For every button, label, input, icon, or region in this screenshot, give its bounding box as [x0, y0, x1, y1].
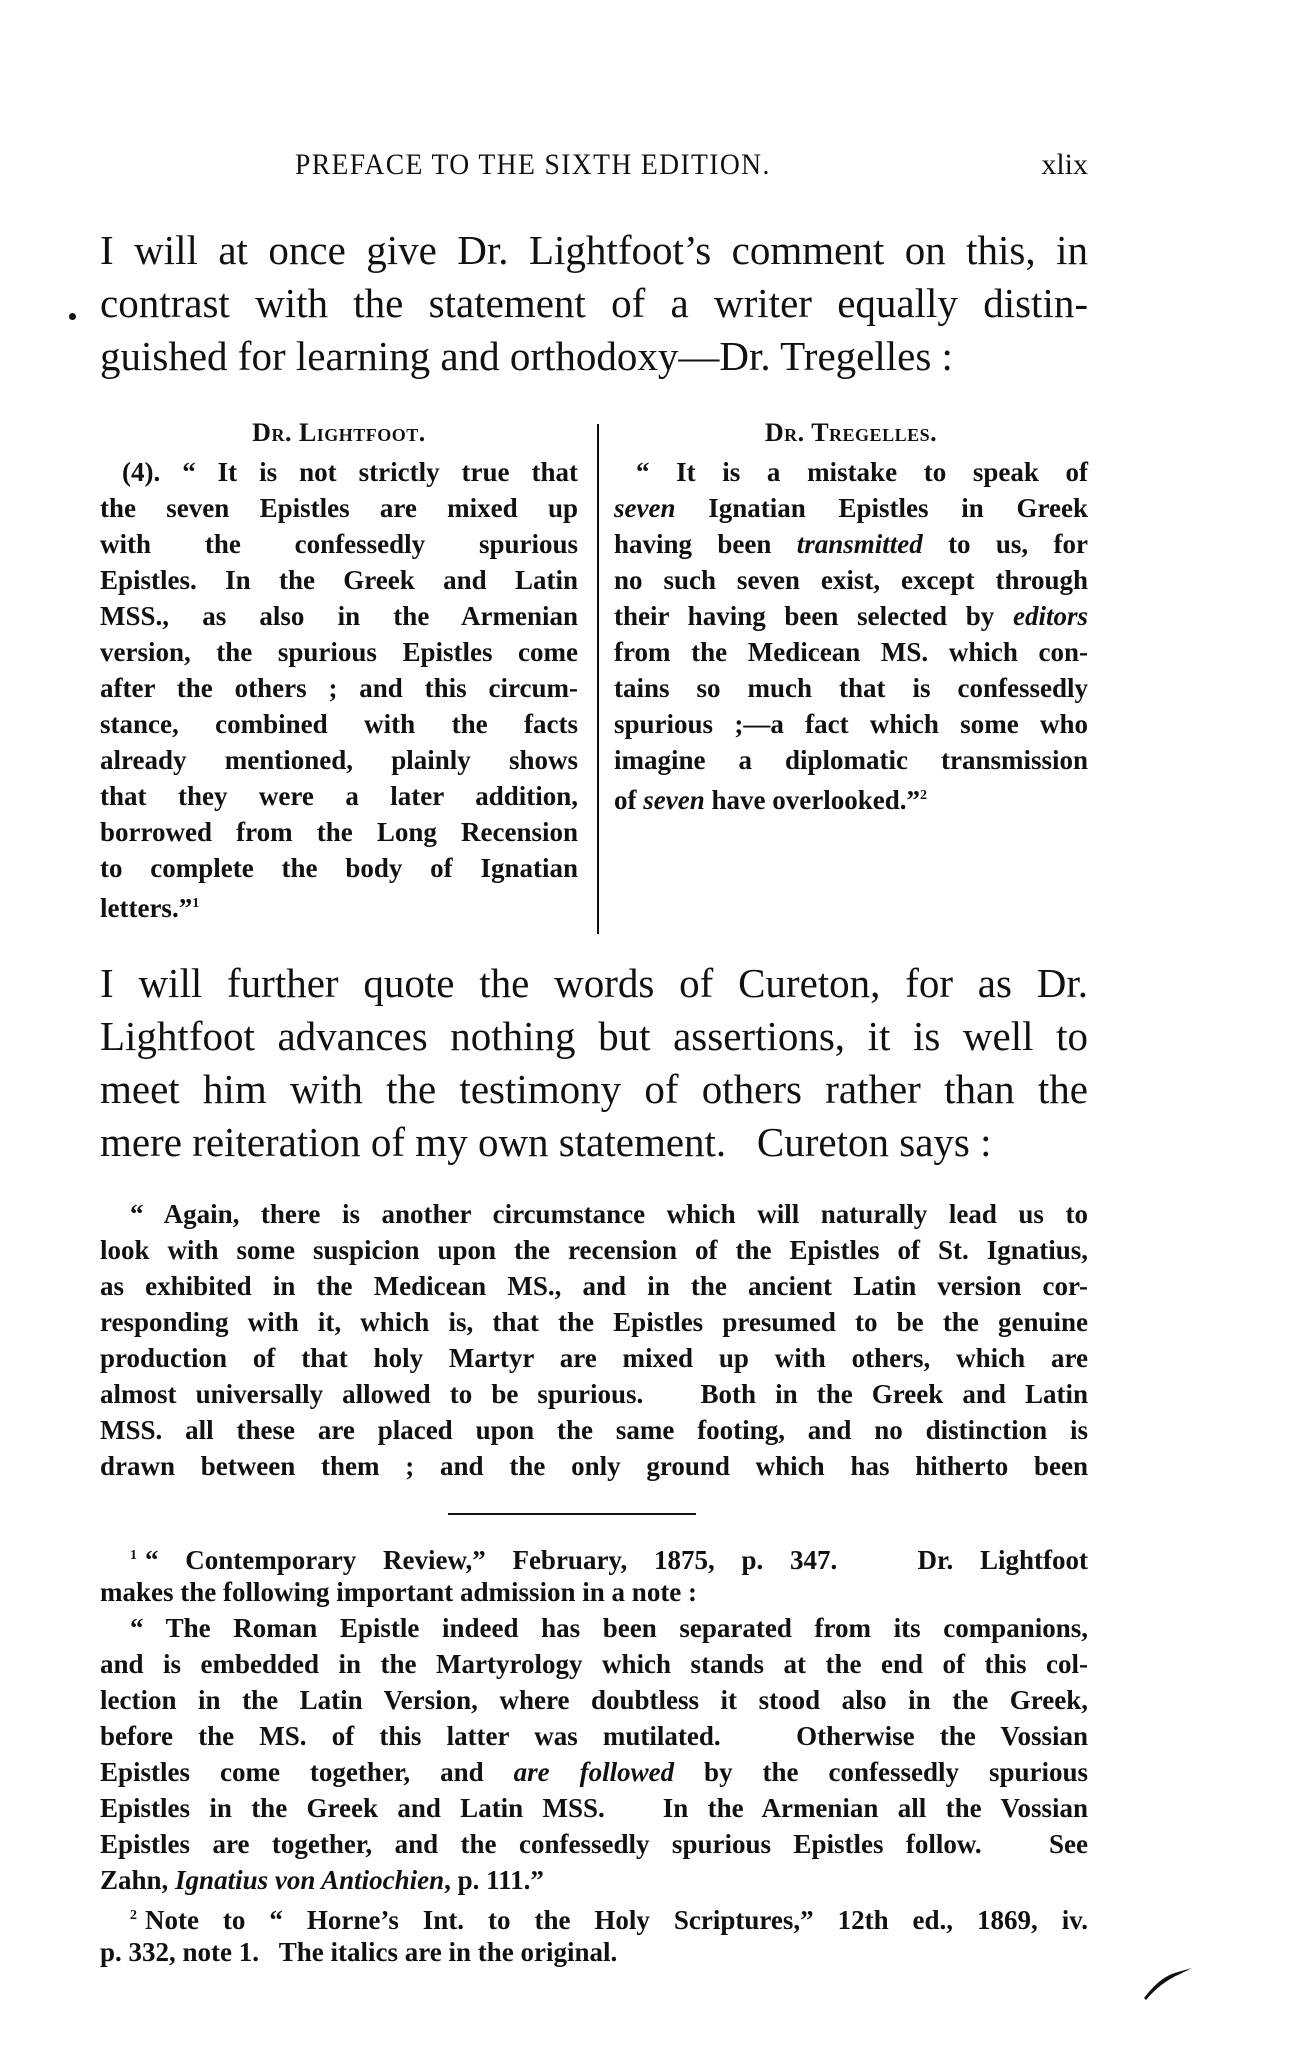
column-line [614, 490, 1088, 526]
text-run: Note to “ Horne’s Int. to the Holy Scriptures,” 12th ed., 1869, iv. [145, 1905, 1088, 1935]
text-run: imagine a diplomatic transmission [614, 745, 1088, 775]
footnote-line [100, 1934, 1088, 1970]
footnote-rule [448, 1513, 696, 1515]
column-line [614, 634, 1088, 670]
footnote-line [100, 1862, 1088, 1898]
text-run: before the MS. of this latter was mutilated. Otherwise the Vossian [100, 1721, 1088, 1751]
intro-line: guished for learning and orthodoxy—Dr. Tregelles : [100, 333, 953, 379]
text-run: “ It is a mistake to speak of [636, 457, 1088, 487]
text-run: spurious ;—a fact which some who [614, 709, 1088, 739]
cureton-intro-line: mere reiteration of my own statement. Cureton says : [100, 1119, 992, 1165]
column-line [614, 526, 1088, 562]
column-line [614, 670, 1088, 706]
text-run: to us, for [922, 529, 1088, 559]
quote-line: almost universally allowed to be spurious. Both in the Greek and Latin [100, 1379, 1088, 1409]
text-run: from the Medicean MS. which con- [614, 637, 1088, 667]
column-line: borrowed from the Long Recension [100, 817, 578, 847]
footnote-line [100, 1790, 1088, 1826]
italic-text: seven [643, 785, 705, 815]
text-run: lection in the Latin Version, where doubtless it stood also in the Greek, [100, 1685, 1088, 1715]
footnote-reference: 1 [130, 1548, 137, 1563]
text-run: Epistles are together, and the confessedly spurious Epistles follow. See [100, 1829, 1088, 1859]
footnote-line [100, 1610, 1088, 1646]
column-line [614, 742, 1088, 778]
text-run: Epistles come together, and [100, 1757, 514, 1787]
italic-text: seven [614, 493, 676, 523]
footnote-line [100, 1574, 1088, 1610]
quote-line: “ Again, there is another circumstance which will naturally lead us to [130, 1199, 1088, 1229]
footnote-reference: 2 [130, 1908, 137, 1923]
running-head [100, 148, 1088, 188]
column-heading-lightfoot: Dr. Lightfoot. [252, 418, 426, 447]
quote-line: look with some suspicion upon the recension of the Epistles of St. Ignatius, [100, 1235, 1088, 1265]
text-run: by the confessedly spurious [674, 1757, 1089, 1787]
text-run: tains so much that is confessedly [614, 673, 1088, 703]
italic-text: editors [1012, 601, 1088, 631]
text-run: of [614, 785, 644, 815]
quote-line: production of that holy Martyr are mixed up with others, which are [100, 1343, 1088, 1373]
footnote-reference: 2 [919, 788, 927, 803]
column-line [614, 562, 1088, 598]
stray-ink-dot [69, 313, 76, 320]
column-line: that they were a later addition, [100, 781, 578, 811]
column-line: Epistles. In the Greek and Latin [100, 565, 578, 595]
column-line [614, 706, 1088, 742]
running-title: PREFACE TO THE SIXTH EDITION. [295, 148, 771, 181]
text-run: and is embedded in the Martyrology which stands at the end of this col- [100, 1649, 1088, 1679]
text-run: having been [614, 529, 797, 559]
column-line: MSS., as also in the Armenian [100, 601, 578, 631]
column-line: with the confessedly spurious [100, 529, 578, 559]
pen-stroke-mark [1140, 1962, 1200, 2002]
column-line [614, 778, 1088, 818]
quote-line: MSS. all these are placed upon the same footing, and no distinction is [100, 1415, 1088, 1445]
text-run: have overlooked.” [704, 785, 920, 815]
footnote-line [100, 1646, 1088, 1682]
column-line: stance, combined with the facts [100, 709, 578, 739]
footnote-line [100, 1538, 1088, 1578]
column-heading-tregelles: Dr. Tregelles. [764, 418, 938, 447]
column-line: to complete the body of Ignatian [100, 853, 578, 883]
text-run: “ Contemporary Review,” February, 1875, p. 347. Dr. Lightfoot [145, 1545, 1088, 1575]
italic-text: Ignatius von Antiochien [175, 1865, 445, 1895]
intro-line: I will at once give Dr. Lightfoot’s comment on this, in [100, 227, 1088, 273]
footnote-line [100, 1754, 1088, 1790]
text-run: their having been selected by [614, 601, 1013, 631]
text-run: Ignatian Epistles in Greek [675, 493, 1088, 523]
column-line: version, the spurious Epistles come [100, 637, 578, 667]
footnote-line [100, 1898, 1088, 1938]
text-run: “ The Roman Epistle indeed has been separated from its companions, [130, 1613, 1088, 1643]
column-divider [597, 424, 599, 934]
column-line [614, 454, 1088, 490]
quote-line: as exhibited in the Medicean MS., and in the ancient Latin version cor- [100, 1271, 1088, 1301]
footnote-reference: 1 [192, 896, 200, 911]
text-run: p. 332, note 1. The italics are in the original. [100, 1937, 618, 1967]
column-line: letters.”$^1$ [100, 893, 200, 923]
footnote-line [100, 1718, 1088, 1754]
italic-text: transmitted [796, 529, 923, 559]
cureton-intro-line: I will further quote the words of Cureton, for as Dr. [100, 960, 1088, 1006]
page-number: xlix [1041, 148, 1088, 181]
footnote-line [100, 1682, 1088, 1718]
quote-line: drawn between them ; and the only ground which has hitherto been [100, 1451, 1088, 1481]
footnote-line [100, 1826, 1088, 1862]
column-line: the seven Epistles are mixed up [100, 493, 578, 523]
text-run: , p. 111.” [444, 1865, 544, 1895]
intro-line: contrast with the statement of a writer equally distin- [100, 280, 1088, 326]
text-run: Epistles in the Greek and Latin MSS. In the Armenian all the Vossian [100, 1793, 1088, 1823]
text-run: Zahn, [100, 1865, 176, 1895]
cureton-intro-line: Lightfoot advances nothing but assertions, it is well to [100, 1013, 1088, 1059]
column-line: already mentioned, plainly shows [100, 745, 578, 775]
quote-line: responding with it, which is, that the Epistles presumed to be the genuine [100, 1307, 1088, 1337]
column-line: (4). “ It is not strictly true that [122, 457, 578, 487]
column-line [614, 598, 1088, 634]
italic-text: are followed [513, 1757, 675, 1787]
column-line: after the others ; and this circum- [100, 673, 578, 703]
text-run: makes the following important admission in a note : [100, 1577, 698, 1607]
cureton-intro-line: meet him with the testimony of others rather than the [100, 1066, 1088, 1112]
text-run: no such seven exist, except through [614, 565, 1088, 595]
